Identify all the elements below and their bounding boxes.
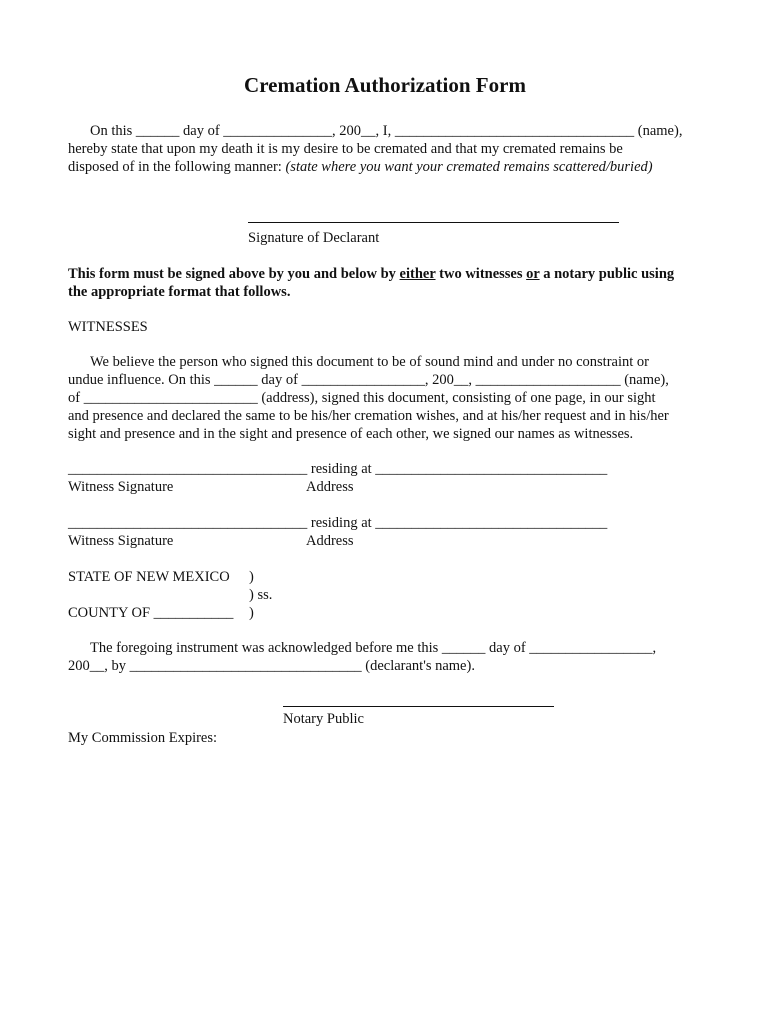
witness-1-address-label: Address bbox=[306, 479, 354, 495]
witness-para-line-1: We believe the person who signed this document to be of sound mind and under no constraint or bbox=[90, 354, 649, 370]
form-title: Cremation Authorization Form bbox=[244, 73, 526, 97]
intro-line-2: hereby state that upon my death it is my desire to be cremated and that my cremated remains be bbox=[68, 141, 623, 157]
instruction-text-3: a notary public using bbox=[539, 266, 675, 282]
witness-para-line-4: and presence and declared the same to be his/her cremation wishes, and at his/her request and in his/her bbox=[68, 408, 669, 424]
venue-county: COUNTY OF ___________ bbox=[68, 605, 234, 621]
witness-1-signature-line: _________________________________ residing at ________________________________ bbox=[68, 461, 608, 477]
venue-paren-3: ) bbox=[249, 605, 254, 621]
intro-line-1: On this ______ day of _______________, 200__, I, _________________________________ (name), bbox=[90, 123, 683, 139]
instruction-line-2: the appropriate format that follows. bbox=[68, 284, 291, 300]
venue-paren-1: ) bbox=[249, 569, 254, 585]
instruction-text-2: two witnesses bbox=[435, 266, 527, 282]
intro-line-3-italic: (state where you want your cremated remains scattered/buried) bbox=[285, 159, 653, 175]
instruction-line-1 bbox=[68, 265, 674, 283]
instruction-either: either bbox=[399, 266, 436, 282]
intro-line-3 bbox=[68, 158, 653, 176]
venue-ss: ) ss. bbox=[249, 587, 273, 603]
instruction-text-1: This form must be signed above by you and below by bbox=[68, 266, 400, 282]
declarant-signature-label: Signature of Declarant bbox=[248, 230, 380, 246]
acknowledgment-line-1: The foregoing instrument was acknowledged before me this ______ day of _________________, bbox=[90, 640, 657, 656]
intro-line-3-text: disposed of in the following manner: bbox=[68, 159, 286, 175]
acknowledgment-line-2: 200__, by ________________________________ (declarant's name). bbox=[68, 658, 475, 674]
witness-1-signature-label: Witness Signature bbox=[68, 479, 174, 495]
instruction-or: or bbox=[526, 266, 540, 282]
witness-para-line-3: of ________________________ (address), signed this document, consisting of one page, in our sight bbox=[68, 390, 656, 406]
witnesses-heading: WITNESSES bbox=[68, 319, 148, 335]
witness-2-signature-line: _________________________________ residing at ________________________________ bbox=[68, 515, 608, 531]
witness-para-line-2: undue influence. On this ______ day of _________________, 200__, ____________________ (name), bbox=[68, 372, 669, 388]
commission-expires-label: My Commission Expires: bbox=[68, 730, 218, 746]
venue-state: STATE OF NEW MEXICO bbox=[68, 569, 230, 585]
notary-signature-line bbox=[283, 706, 554, 707]
witness-2-address-label: Address bbox=[306, 533, 354, 549]
witness-para-line-5: sight and presence and in the sight and presence of each other, we signed our names as witnesses. bbox=[68, 426, 634, 442]
declarant-signature-line bbox=[248, 222, 619, 223]
witness-2-signature-label: Witness Signature bbox=[68, 533, 174, 549]
notary-public-label: Notary Public bbox=[283, 711, 364, 727]
